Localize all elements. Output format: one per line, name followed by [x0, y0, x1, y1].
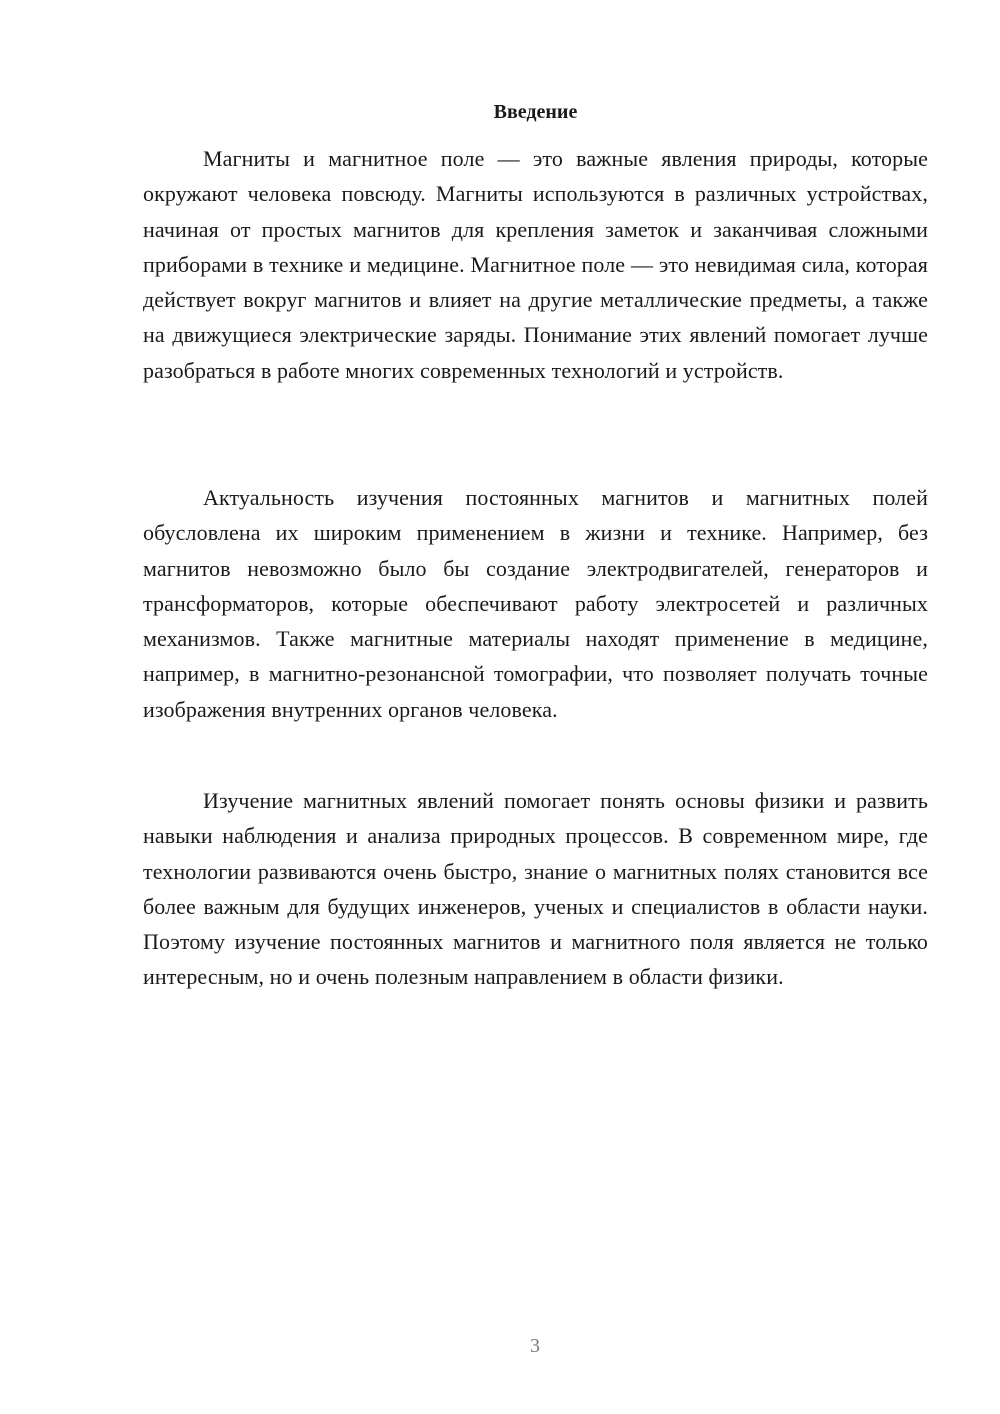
paragraph-1: Магниты и магнитное поле — это важные явления природы, которые окружают человека повсюду. Магниты используются в различных устройствах, начиная от простых магнитов для крепления заметок и заканчивая сложными приборами в технике и медицине. Магнитное поле — это невидимая сила, которая действует вокруг магнитов и влияет на другие металлические предметы, а также на движущиеся электрические заряды. Понимание этих явлений помогает лучше разобраться в работе многих современных технологий и устройств.: [143, 146, 928, 383]
page-number: 3: [530, 1335, 540, 1357]
paragraph-2: Актуальность изучения постоянных магнитов и магнитных полей обусловлена их широким применением в жизни и технике. Например, без магнитов невозможно было бы создание электродвигателей, генераторов и трансформаторов, которые обеспечивают работу электросетей и различных механизмов. Также магнитные материалы находят применение в медицине, например, в магнитно-резонансной томографии, что позволяет получать точные изображения внутренних органов человека.: [143, 485, 928, 722]
section-heading: Введение: [493, 101, 578, 123]
paragraph-3: Изучение магнитных явлений помогает понять основы физики и развить навыки наблюдения и анализа природных процессов. В современном мире, где технологии развиваются очень быстро, знание о магнитных полях становится все более важным для будущих инженеров, ученых и специалистов в области науки. Поэтому изучение постоянных магнитов и магнитного поля является не только интересным, но и очень полезным направлением в области физики.: [143, 788, 928, 990]
